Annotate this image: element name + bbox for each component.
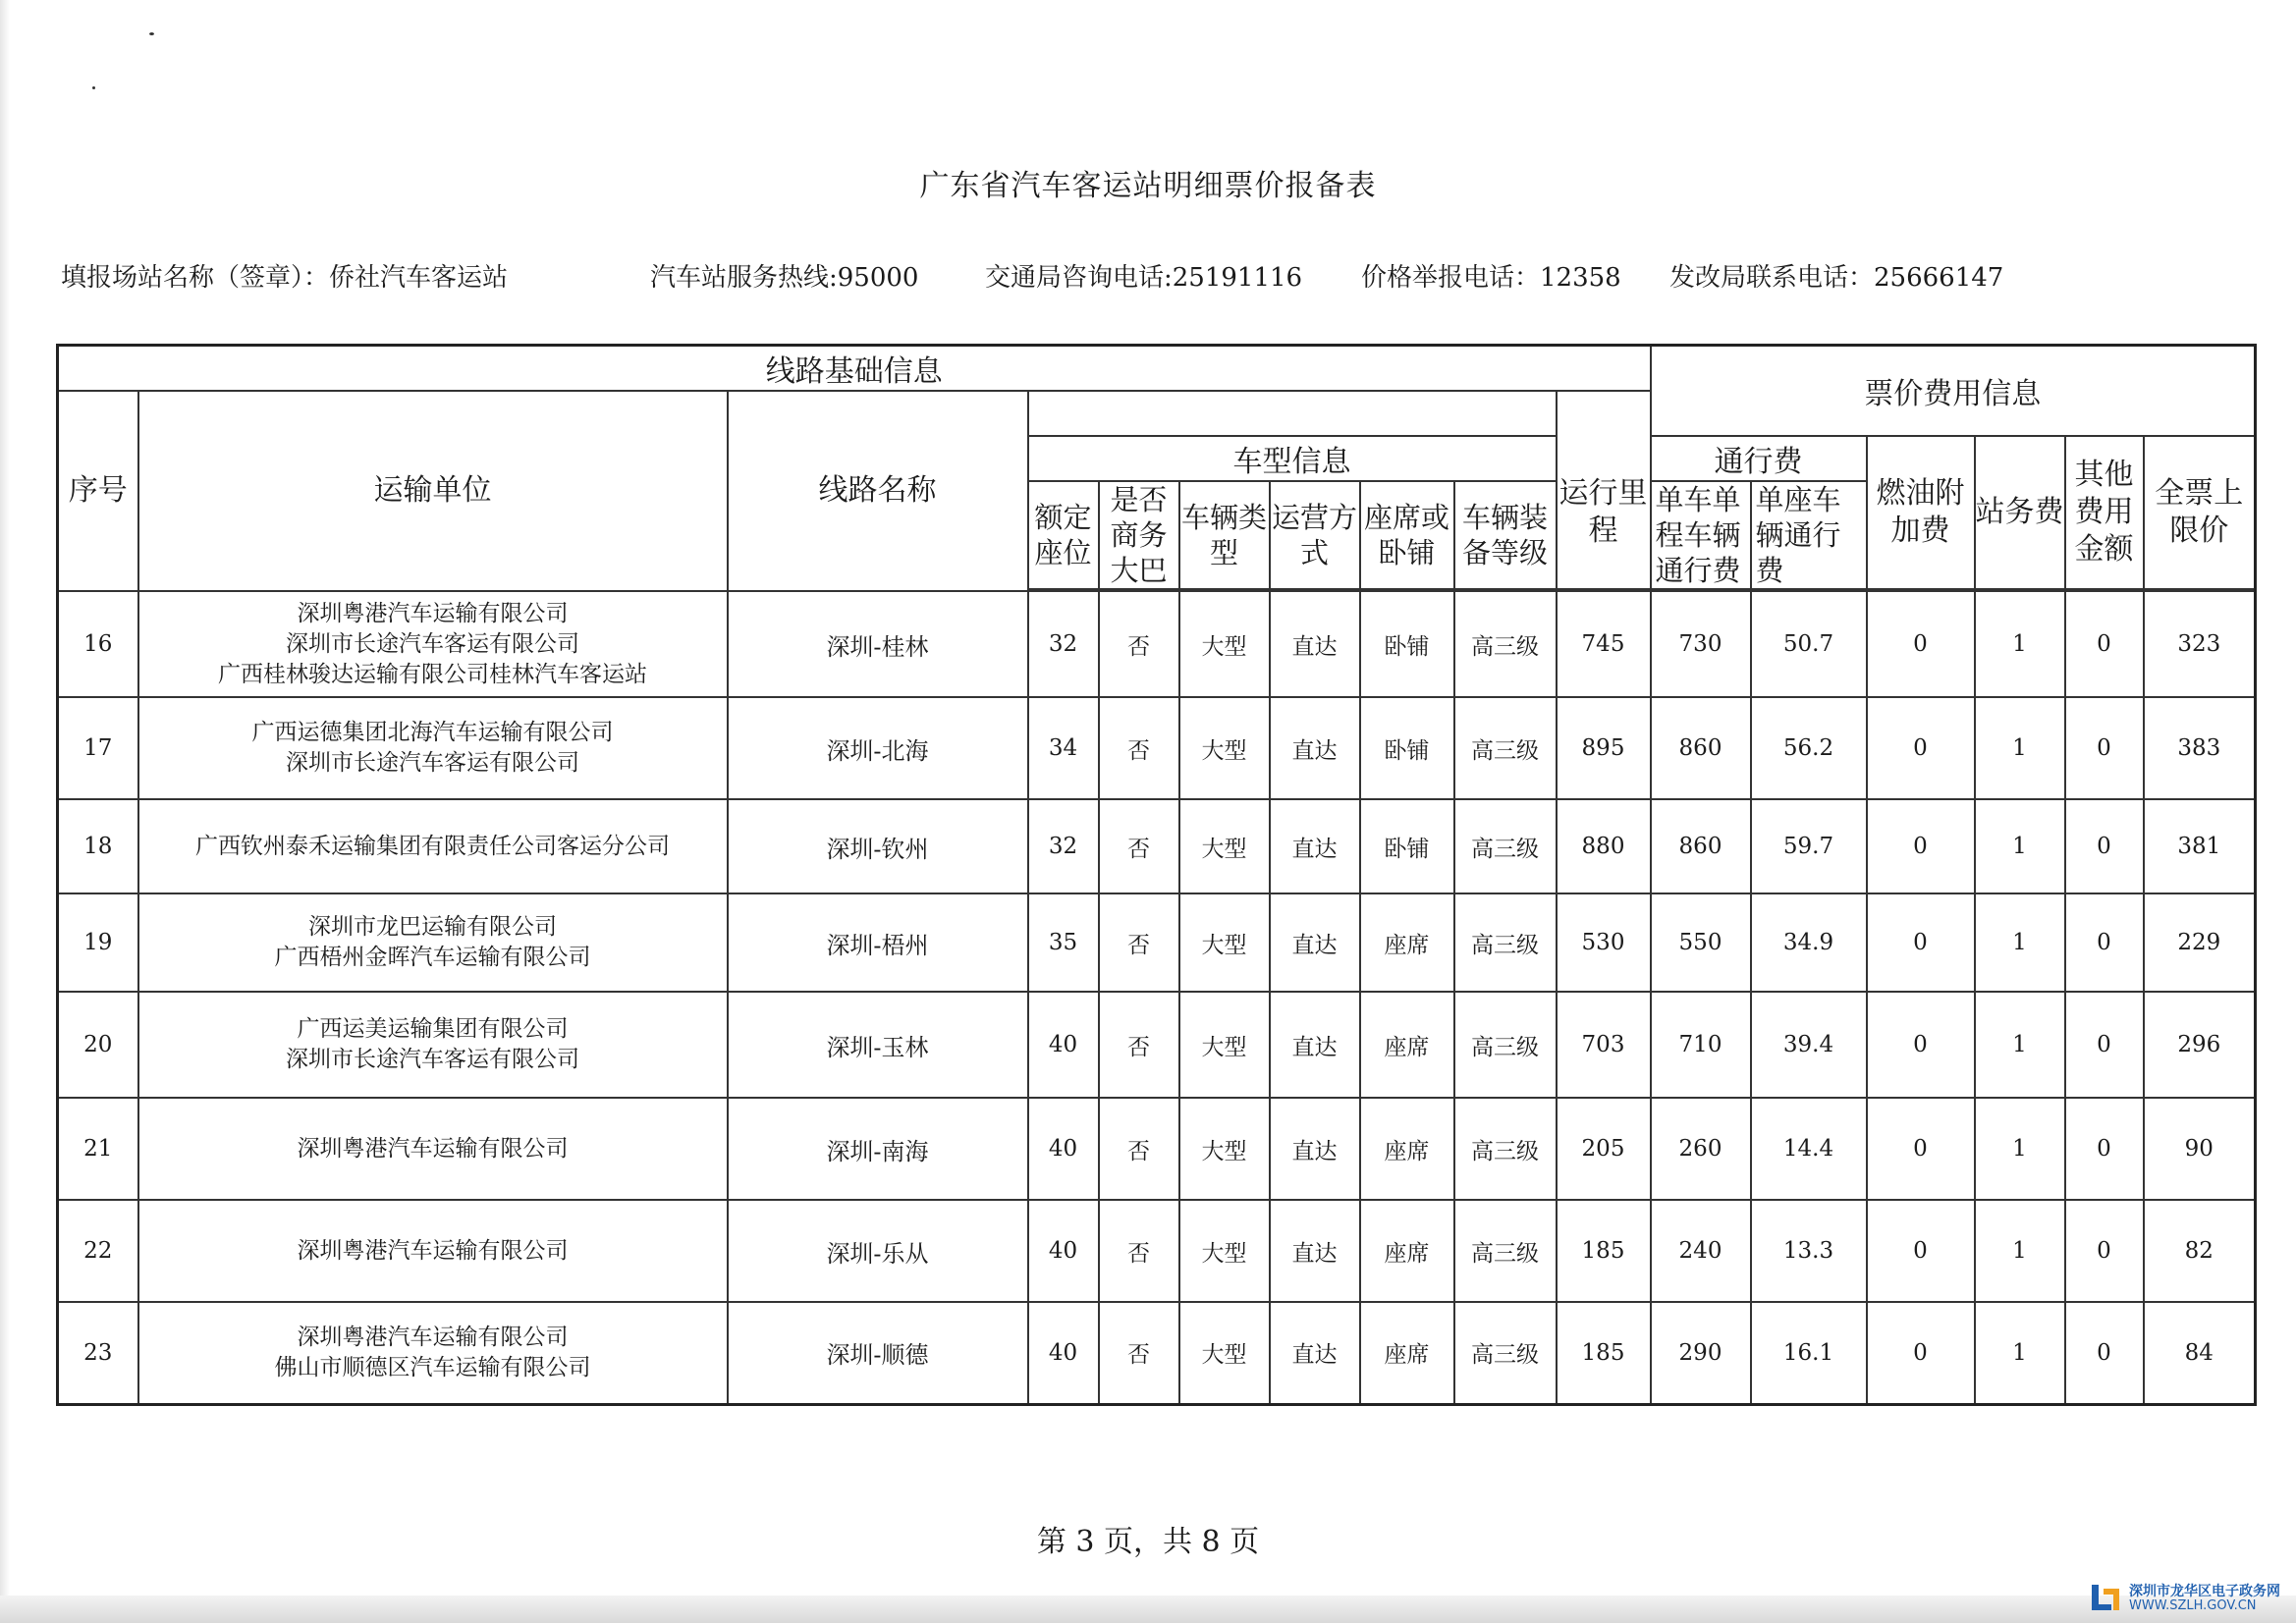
col-header-fuel: 燃油附加费 bbox=[1867, 436, 1975, 589]
cell-distance: 205 bbox=[1557, 1098, 1651, 1200]
unit-line: 佛山市顺德区汽车运输有限公司 bbox=[274, 1354, 591, 1380]
table-row bbox=[58, 799, 2256, 893]
cell-grade: 高三级 bbox=[1454, 1098, 1557, 1200]
cell-station-fee: 1 bbox=[1975, 1098, 2065, 1200]
cell-max-price: 84 bbox=[2144, 1302, 2256, 1404]
cell-toll-single: 860 bbox=[1651, 697, 1751, 799]
cell-route: 深圳-北海 bbox=[728, 697, 1028, 799]
cell-unit bbox=[138, 1302, 728, 1404]
vehicle-group-spacer bbox=[1028, 391, 1557, 436]
cell-seats: 34 bbox=[1028, 697, 1099, 799]
table-row bbox=[58, 992, 2256, 1098]
cell-max-price: 82 bbox=[2144, 1200, 2256, 1302]
cell-seq: 17 bbox=[58, 697, 138, 799]
cell-grade: 高三级 bbox=[1454, 893, 1557, 992]
col-header-unit: 运输单位 bbox=[138, 391, 728, 591]
cell-berth: 座席 bbox=[1360, 1200, 1454, 1302]
cell-fuel: 0 bbox=[1867, 591, 1975, 697]
watermark-url: WWW.SZLH.GOV.CN bbox=[2129, 1598, 2257, 1613]
cell-seats: 40 bbox=[1028, 1200, 1099, 1302]
col-header-max-price: 全票上限价 bbox=[2144, 436, 2256, 589]
cell-business: 否 bbox=[1099, 1200, 1179, 1302]
cell-mode: 直达 bbox=[1270, 591, 1360, 697]
scan-edge-bottom bbox=[0, 1596, 2296, 1623]
group-header-vehicle: 车型信息 bbox=[1028, 436, 1557, 481]
table-row bbox=[58, 1200, 2256, 1302]
col-header-mode: 运营方式 bbox=[1270, 481, 1360, 589]
cell-seats: 35 bbox=[1028, 893, 1099, 992]
cell-route: 深圳-桂林 bbox=[728, 591, 1028, 697]
cell-distance: 745 bbox=[1557, 591, 1651, 697]
cell-fuel: 0 bbox=[1867, 1200, 1975, 1302]
cell-mode: 直达 bbox=[1270, 1302, 1360, 1404]
drc-phone: 发改局联系电话：25666147 bbox=[1669, 263, 2004, 293]
cell-seq: 16 bbox=[58, 591, 138, 697]
cell-station-fee: 1 bbox=[1975, 591, 2065, 697]
cell-unit bbox=[138, 1200, 728, 1302]
cell-toll-seat: 50.7 bbox=[1751, 591, 1867, 697]
cell-grade: 高三级 bbox=[1454, 992, 1557, 1098]
unit-line: 广西运德集团北海汽车运输有限公司 bbox=[251, 720, 614, 745]
cell-grade: 高三级 bbox=[1454, 1200, 1557, 1302]
cell-other: 0 bbox=[2065, 1200, 2144, 1302]
cell-fuel: 0 bbox=[1867, 992, 1975, 1098]
cell-max-price: 229 bbox=[2144, 893, 2256, 992]
col-header-distance: 运行里程 bbox=[1557, 436, 1651, 589]
page-footer: 第 3 页，共 8 页 bbox=[1036, 1525, 1260, 1559]
cell-station-fee: 1 bbox=[1975, 1302, 2065, 1404]
cell-mode: 直达 bbox=[1270, 893, 1360, 992]
cell-other: 0 bbox=[2065, 799, 2144, 893]
cell-toll-seat: 56.2 bbox=[1751, 697, 1867, 799]
cell-max-price: 323 bbox=[2144, 591, 2256, 697]
cell-toll-single: 710 bbox=[1651, 992, 1751, 1098]
watermark-logo-icon bbox=[2090, 1581, 2125, 1614]
cell-seats: 32 bbox=[1028, 591, 1099, 697]
cell-station-fee: 1 bbox=[1975, 799, 2065, 893]
cell-other: 0 bbox=[2065, 591, 2144, 697]
col-header-berth: 座席或卧铺 bbox=[1360, 481, 1454, 589]
cell-fuel: 0 bbox=[1867, 1302, 1975, 1404]
cell-distance: 185 bbox=[1557, 1200, 1651, 1302]
cell-grade: 高三级 bbox=[1454, 799, 1557, 893]
scan-edge-left bbox=[0, 0, 10, 1623]
cell-mode: 直达 bbox=[1270, 992, 1360, 1098]
cell-mode: 直达 bbox=[1270, 697, 1360, 799]
cell-toll-seat: 59.7 bbox=[1751, 799, 1867, 893]
cell-seq: 23 bbox=[58, 1302, 138, 1404]
cell-mode: 直达 bbox=[1270, 1200, 1360, 1302]
unit-line: 广西梧州金晖汽车运输有限公司 bbox=[274, 945, 591, 970]
unit-line: 深圳市龙巴运输有限公司 bbox=[308, 914, 557, 940]
cell-mode: 直达 bbox=[1270, 799, 1360, 893]
cell-seq: 22 bbox=[58, 1200, 138, 1302]
unit-line: 深圳市长途汽车客运有限公司 bbox=[286, 1047, 579, 1072]
table-row bbox=[58, 893, 2256, 992]
cell-other: 0 bbox=[2065, 697, 2144, 799]
cell-seats: 32 bbox=[1028, 799, 1099, 893]
cell-vehicle-type: 大型 bbox=[1179, 1302, 1270, 1404]
cell-unit bbox=[138, 799, 728, 893]
cell-grade: 高三级 bbox=[1454, 1302, 1557, 1404]
cell-berth: 卧铺 bbox=[1360, 799, 1454, 893]
col-header-toll-single: 单车单程车辆通行费 bbox=[1651, 481, 1751, 589]
cell-business: 否 bbox=[1099, 1302, 1179, 1404]
cell-max-price: 381 bbox=[2144, 799, 2256, 893]
cell-seats: 40 bbox=[1028, 992, 1099, 1098]
cell-berth: 座席 bbox=[1360, 992, 1454, 1098]
cell-route: 深圳-梧州 bbox=[728, 893, 1028, 992]
cell-toll-seat: 13.3 bbox=[1751, 1200, 1867, 1302]
col-header-toll-seat: 单座车辆通行费 bbox=[1751, 481, 1867, 589]
cell-other: 0 bbox=[2065, 1302, 2144, 1404]
cell-business: 否 bbox=[1099, 799, 1179, 893]
watermark-name: 深圳市龙华区电子政务网 bbox=[2129, 1584, 2280, 1599]
cell-route: 深圳-钦州 bbox=[728, 799, 1028, 893]
cell-business: 否 bbox=[1099, 591, 1179, 697]
cell-mode: 直达 bbox=[1270, 1098, 1360, 1200]
scan-speck bbox=[149, 32, 154, 35]
cell-grade: 高三级 bbox=[1454, 591, 1557, 697]
cell-unit bbox=[138, 1098, 728, 1200]
unit-line: 深圳粤港汽车运输有限公司 bbox=[297, 1237, 569, 1264]
table-row bbox=[58, 697, 2256, 799]
price-report-phone: 价格举报电话：12358 bbox=[1361, 263, 1621, 293]
cell-distance: 880 bbox=[1557, 799, 1651, 893]
col-header-vehicle-type: 车辆类型 bbox=[1179, 481, 1270, 589]
unit-line: 深圳粤港汽车运输有限公司 bbox=[297, 600, 569, 626]
cell-toll-single: 290 bbox=[1651, 1302, 1751, 1404]
cell-max-price: 383 bbox=[2144, 697, 2256, 799]
cell-business: 否 bbox=[1099, 1098, 1179, 1200]
cell-unit bbox=[138, 893, 728, 992]
cell-vehicle-type: 大型 bbox=[1179, 591, 1270, 697]
col-header-station-fee: 站务费 bbox=[1975, 436, 2065, 589]
cell-station-fee: 1 bbox=[1975, 893, 2065, 992]
cell-seq: 21 bbox=[58, 1098, 138, 1200]
unit-line: 广西桂林骏达运输有限公司桂林汽车客运站 bbox=[218, 661, 647, 687]
unit-line: 深圳粤港汽车运输有限公司 bbox=[297, 1135, 569, 1162]
cell-distance: 703 bbox=[1557, 992, 1651, 1098]
scan-speck bbox=[92, 86, 95, 89]
table-row bbox=[58, 1302, 2256, 1404]
distance-header-spacer bbox=[1557, 391, 1651, 436]
cell-toll-seat: 16.1 bbox=[1751, 1302, 1867, 1404]
cell-toll-single: 550 bbox=[1651, 893, 1751, 992]
col-header-grade: 车辆装备等级 bbox=[1454, 481, 1557, 589]
cell-business: 否 bbox=[1099, 992, 1179, 1098]
cell-vehicle-type: 大型 bbox=[1179, 1200, 1270, 1302]
cell-fuel: 0 bbox=[1867, 799, 1975, 893]
cell-distance: 185 bbox=[1557, 1302, 1651, 1404]
unit-line: 深圳粤港汽车运输有限公司 bbox=[297, 1324, 569, 1350]
unit-line: 深圳市长途汽车客运有限公司 bbox=[286, 750, 579, 776]
fare-report-table bbox=[56, 344, 2257, 1406]
cell-toll-seat: 34.9 bbox=[1751, 893, 1867, 992]
cell-other: 0 bbox=[2065, 992, 2144, 1098]
cell-fuel: 0 bbox=[1867, 1098, 1975, 1200]
cell-route: 深圳-玉林 bbox=[728, 992, 1028, 1098]
cell-vehicle-type: 大型 bbox=[1179, 1098, 1270, 1200]
cell-route: 深圳-南海 bbox=[728, 1098, 1028, 1200]
cell-fuel: 0 bbox=[1867, 697, 1975, 799]
cell-business: 否 bbox=[1099, 893, 1179, 992]
cell-other: 0 bbox=[2065, 1098, 2144, 1200]
group-header-toll: 通行费 bbox=[1651, 436, 1867, 481]
cell-business: 否 bbox=[1099, 697, 1179, 799]
cell-seq: 18 bbox=[58, 799, 138, 893]
page-title: 广东省汽车客运站明细票价报备表 bbox=[919, 169, 1377, 203]
cell-toll-single: 730 bbox=[1651, 591, 1751, 697]
watermark bbox=[2090, 1579, 2286, 1618]
unit-line: 深圳市长途汽车客运有限公司 bbox=[286, 630, 579, 657]
cell-vehicle-type: 大型 bbox=[1179, 697, 1270, 799]
cell-berth: 座席 bbox=[1360, 1302, 1454, 1404]
cell-seats: 40 bbox=[1028, 1098, 1099, 1200]
cell-toll-seat: 39.4 bbox=[1751, 992, 1867, 1098]
table-row bbox=[58, 1098, 2256, 1200]
station-name: 填报场站名称（签章）：侨社汽车客运站 bbox=[61, 263, 509, 293]
cell-other: 0 bbox=[2065, 893, 2144, 992]
cell-seq: 19 bbox=[58, 893, 138, 992]
cell-station-fee: 1 bbox=[1975, 1200, 2065, 1302]
cell-route: 深圳-乐从 bbox=[728, 1200, 1028, 1302]
cell-max-price: 296 bbox=[2144, 992, 2256, 1098]
cell-vehicle-type: 大型 bbox=[1179, 893, 1270, 992]
group-header-route-info: 线路基础信息 bbox=[58, 346, 1651, 392]
cell-grade: 高三级 bbox=[1454, 697, 1557, 799]
cell-unit bbox=[138, 992, 728, 1098]
cell-berth: 座席 bbox=[1360, 1098, 1454, 1200]
unit-line: 广西钦州泰禾运输集团有限责任公司客运分公司 bbox=[195, 833, 670, 859]
cell-unit bbox=[138, 697, 728, 799]
table-row bbox=[58, 591, 2256, 697]
cell-berth: 卧铺 bbox=[1360, 591, 1454, 697]
cell-distance: 895 bbox=[1557, 697, 1651, 799]
col-header-business: 是否商务大巴 bbox=[1099, 481, 1179, 589]
cell-seats: 40 bbox=[1028, 1302, 1099, 1404]
cell-toll-single: 860 bbox=[1651, 799, 1751, 893]
cell-max-price: 90 bbox=[2144, 1098, 2256, 1200]
cell-vehicle-type: 大型 bbox=[1179, 992, 1270, 1098]
cell-fuel: 0 bbox=[1867, 893, 1975, 992]
cell-unit bbox=[138, 591, 728, 697]
cell-toll-seat: 14.4 bbox=[1751, 1098, 1867, 1200]
station-hotline: 汽车站服务热线:95000 bbox=[650, 263, 919, 293]
unit-line: 广西运美运输集团有限公司 bbox=[297, 1016, 569, 1042]
cell-toll-single: 240 bbox=[1651, 1200, 1751, 1302]
cell-station-fee: 1 bbox=[1975, 697, 2065, 799]
cell-berth: 卧铺 bbox=[1360, 697, 1454, 799]
col-header-seq: 序号 bbox=[58, 391, 138, 591]
cell-berth: 座席 bbox=[1360, 893, 1454, 992]
transport-bureau-phone: 交通局咨询电话:25191116 bbox=[985, 263, 1303, 293]
cell-route: 深圳-顺德 bbox=[728, 1302, 1028, 1404]
cell-seq: 20 bbox=[58, 992, 138, 1098]
group-header-fare-info: 票价费用信息 bbox=[1651, 346, 2256, 437]
col-header-seats: 额定座位 bbox=[1028, 481, 1099, 589]
cell-toll-single: 260 bbox=[1651, 1098, 1751, 1200]
cell-vehicle-type: 大型 bbox=[1179, 799, 1270, 893]
cell-station-fee: 1 bbox=[1975, 992, 2065, 1098]
col-header-route: 线路名称 bbox=[728, 391, 1028, 591]
col-header-other: 其他费用金额 bbox=[2065, 436, 2144, 589]
cell-distance: 530 bbox=[1557, 893, 1651, 992]
